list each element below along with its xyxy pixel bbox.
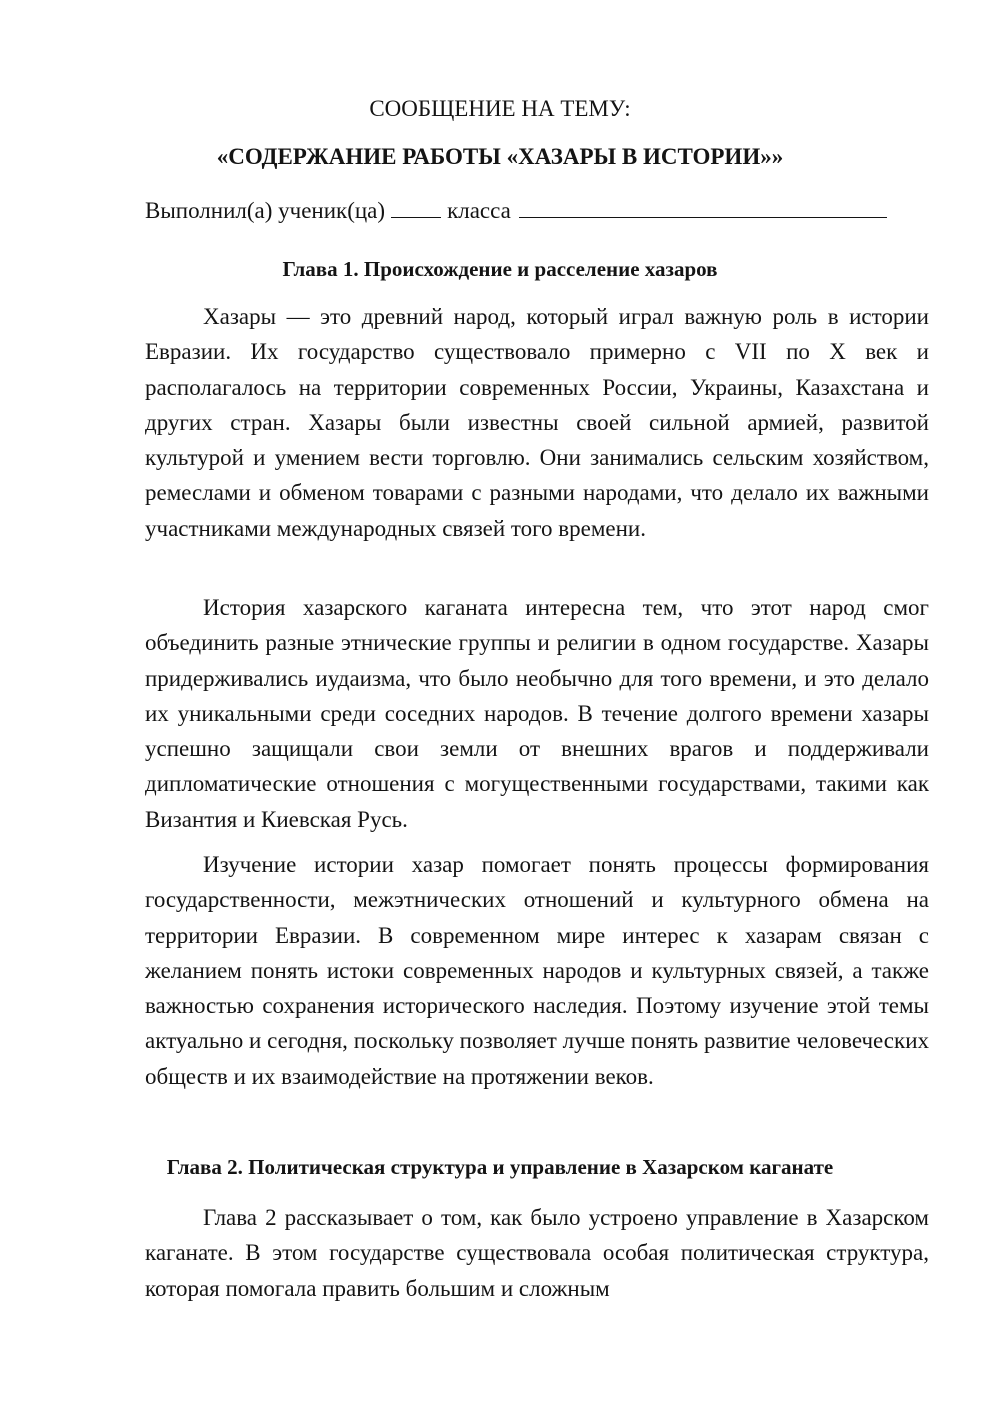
author-prefix: Выполнил(а) ученик(ца) [145, 198, 386, 223]
chapter-2-paragraph-1: Глава 2 рассказывает о том, как было устроено управление в Хазарском каганате. В этом государстве существовала особая политическая структура, которая помогала править большим и сложным [145, 1205, 929, 1301]
title-line-2: «СОДЕРЖАНИЕ РАБОТЫ «ХАЗАРЫ В ИСТОРИИ»» [216, 144, 784, 169]
chapter-1-paragraph-1: Хазары — это древний народ, который играл важную роль в истории Евразии. Их государство существовало примерно с VII по X век и располагалось на территории современных России, Украины, Казахстана и других стран. Хазары были известны своей сильной армией, развитой культурой и умением вести торговлю. Они занимались сельским хозяйством, ремеслами и обменом товарами с разными народами, что делало их важными участниками международных связей того времени. [145, 304, 929, 541]
chapter-1-paragraph-3: Изучение истории хазар помогает понять процессы формирования государственности, межэтнических отношений и культурного обмена на территории Евразии. В современном мире интерес к хазарам связан с желанием понять истоки современных народов и культурных связей, а также важностью сохранения исторического наследия. Поэтому изучение этой темы актуально и сегодня, поскольку позволяет лучше понять развитие человеческих обществ и их взаимодействие на протяжении веков. [145, 852, 929, 1089]
title-line-1: СООБЩЕНИЕ НА ТЕМУ: [369, 96, 631, 121]
chapter-1-paragraph-2: История хазарского каганата интересна тем, что этот народ смог объединить разные этнические группы и религии в одном государстве. Хазары придерживались иудаизма, что было необычно для того времени, и это делало их уникальными среди соседних народов. В течение долгого времени хазары успешно защищали свои земли от внешних врагов и поддерживали дипломатические отношения с могущественными государствами, такими как Византия и Киевская Русь. [145, 595, 929, 832]
class-label: класса [447, 198, 511, 223]
chapter-1-heading: Глава 1. Происхождение и расселение хазаров [282, 257, 718, 281]
author-line [145, 196, 935, 226]
class-number-blank [391, 198, 441, 218]
chapter-2-heading: Глава 2. Политическая структура и управление в Хазарском каганате [166, 1155, 834, 1179]
student-name-blank [519, 198, 887, 218]
